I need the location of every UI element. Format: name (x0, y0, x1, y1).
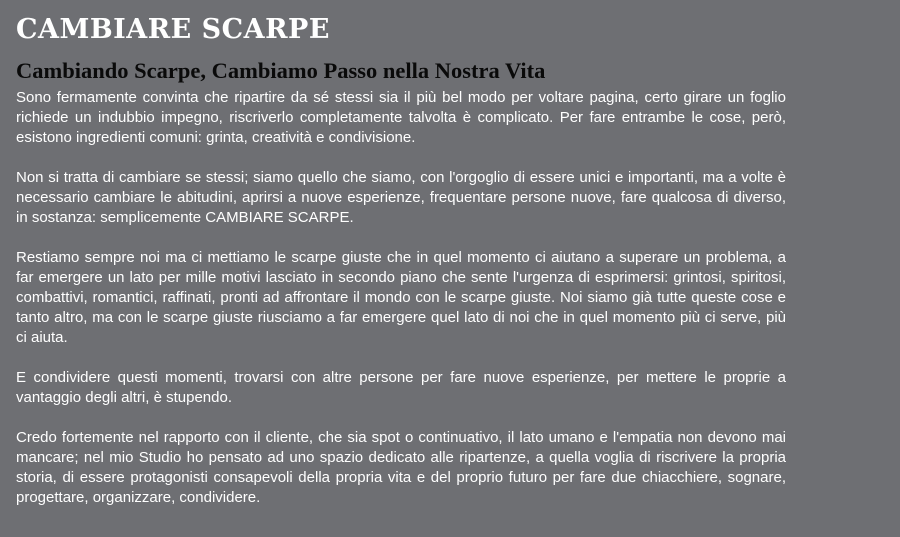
page-title: CAMBIARE SCARPE (16, 14, 330, 45)
page-subtitle: Cambiando Scarpe, Cambiamo Passo nella Nostra Vita (16, 58, 546, 83)
article-body (16, 88, 786, 508)
paragraph-3: Restiamo sempre noi ma ci mettiamo le scarpe giuste che in quel momento ci aiutano a superare un problema, a far emergere un lato per mille motivi lasciato in secondo piano che sente l'urgenza di esprimersi: grintosi, spiritosi, combattivi, romantici, raffinati, pronti ad affrontare il mondo con le scarpe giuste. Noi siamo già tutte queste cose e tanto altro, ma con le scarpe giuste riusciamo a far emergere quel lato di noi che in quel momento più ci serve, più ci aiuta. (16, 249, 786, 346)
article (16, 12, 786, 508)
paragraph-5: Credo fortemente nel rapporto con il cliente, che sia spot o continuativo, il lato umano e l'empatia non devono mai mancare; nel mio Studio ho pensato ad uno spazio dedicato alle ripartenze, a quella voglia di riscrivere la propria storia, di essere protagonisti consapevoli della propria vita e del proprio futuro per fare due chiacchiere, sognare, progettare, organizzare, condividere. (16, 429, 786, 506)
paragraph-1: Sono fermamente convinta che ripartire da sé stessi sia il più bel modo per voltare pagina, certo girare un foglio richiede un indubbio impegno, riscriverlo completamente talvolta è complicato. Per fare entrambe le cose, però, esistono ingredienti comuni: grinta, creatività e condivisione. (16, 89, 786, 146)
paragraph-2: Non si tratta di cambiare se stessi; siamo quello che siamo, con l'orgoglio di essere unici e importanti, ma a volte è necessario cambiare le abitudini, aprirsi a nuove esperienze, frequentare persone nuove, fare qualcosa di diverso, in sostanza: semplicemente CAMBIARE SCARPE. (16, 169, 786, 226)
paragraph-4: E condividere questi momenti, trovarsi con altre persone per fare nuove esperienze, per mettere le proprie a vantaggio degli altri, è stupendo. (16, 369, 786, 406)
